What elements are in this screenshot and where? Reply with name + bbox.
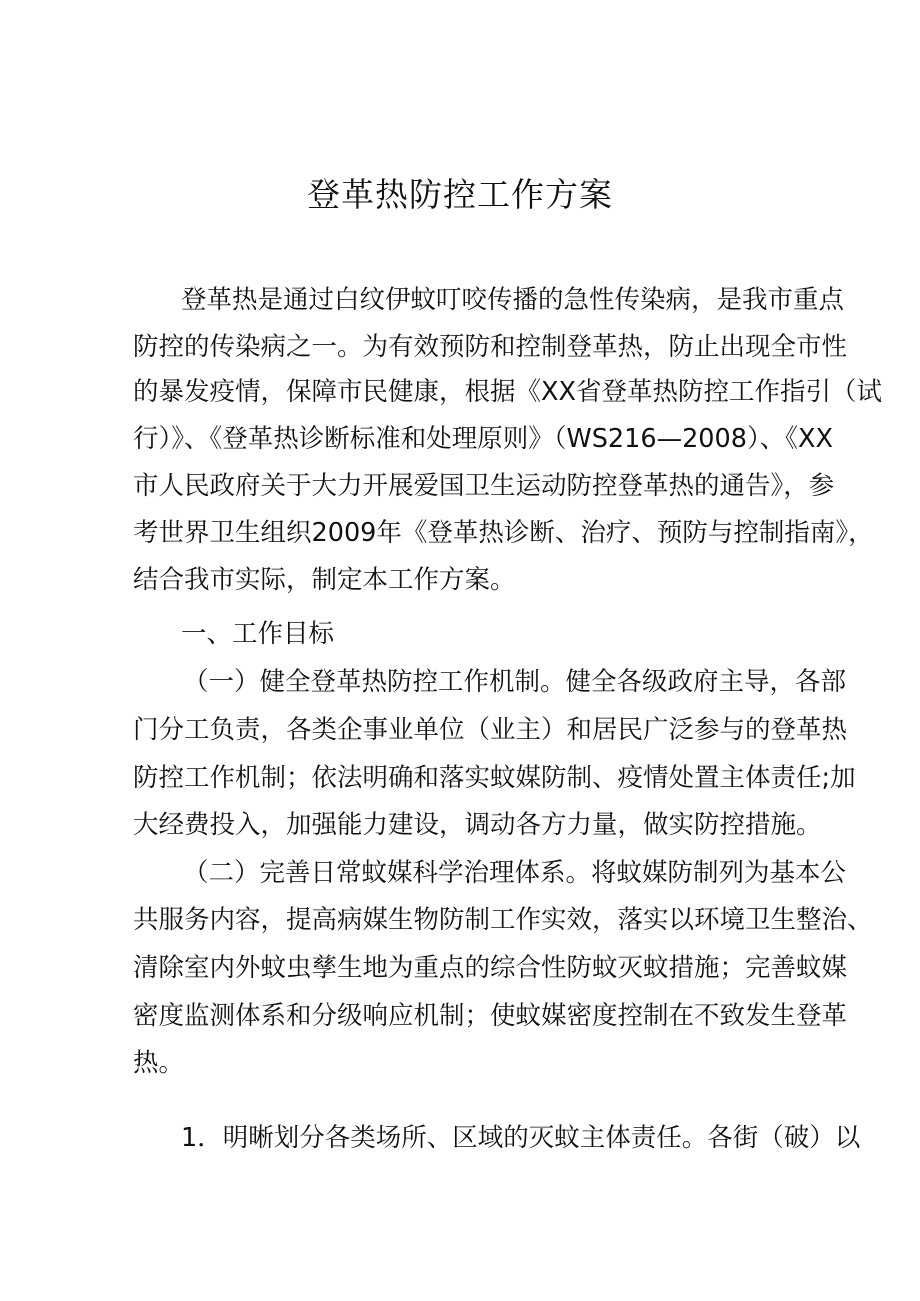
item-2-line-2: 共服务内容，提高病媒生物防制工作实效，落实以环境卫生整治、 bbox=[133, 905, 873, 935]
intro-line-3: 的暴发疫情，保障市民健康，根据《XX省登革热防控工作指引（试 bbox=[133, 377, 882, 407]
intro-line-2: 防控的传染病之一。为有效预防和控制登革热，防止出现全市性 bbox=[133, 332, 848, 362]
intro-line-5: 市人民政府关于大力开展爱国卫生运动防控登革热的通告》，参 bbox=[133, 471, 835, 501]
item-1-line-3: 防控工作机制；依法明确和落实蚊媒防制、疫情处置主体责任;加 bbox=[133, 763, 856, 793]
intro-line-1: 登革热是通过白纹伊蚊叮咬传播的急性传染病，是我市重点 bbox=[181, 285, 845, 315]
intro-line-4: 行）》、《登革热诊断标准和处理原则》（WS216—2008）、《XX bbox=[133, 424, 833, 454]
item-1-line-4: 大经费投入，加强能力建设，调动各方力量，做实防控措施。 bbox=[133, 810, 822, 840]
section-1-heading: 一、工作目标 bbox=[181, 619, 335, 649]
item-2-line-4: 密度监测体系和分级响应机制；使蚊媒密度控制在不致发生登革 bbox=[133, 1001, 848, 1031]
item-2-line-3: 清除室内外蚊虫孳生地为重点的综合性防蚊灭蚊措施；完善蚊媒 bbox=[133, 953, 848, 983]
point-1-line: 1．明晰划分各类场所、区域的灭蚊主体责任。各街（破）以 bbox=[181, 1123, 861, 1153]
document-title: 登革热防控工作方案 bbox=[307, 175, 613, 214]
item-1-line-1: （一）健全登革热防控工作机制。健全各级政府主导，各部 bbox=[183, 667, 847, 697]
intro-line-6: 考世界卫生组织2009年《登革热诊断、治疗、预防与控制指南》， bbox=[133, 518, 874, 548]
item-2-line-1: （二）完善日常蚊媒科学治理体系。将蚊媒防制列为基本公 bbox=[183, 858, 847, 888]
item-1-line-2: 门分工负责，各类企事业单位（业主）和居民广泛参与的登革热 bbox=[133, 715, 848, 745]
intro-line-7: 结合我市实际，制定本工作方案。 bbox=[133, 565, 516, 595]
item-2-line-5: 热。 bbox=[133, 1048, 185, 1078]
